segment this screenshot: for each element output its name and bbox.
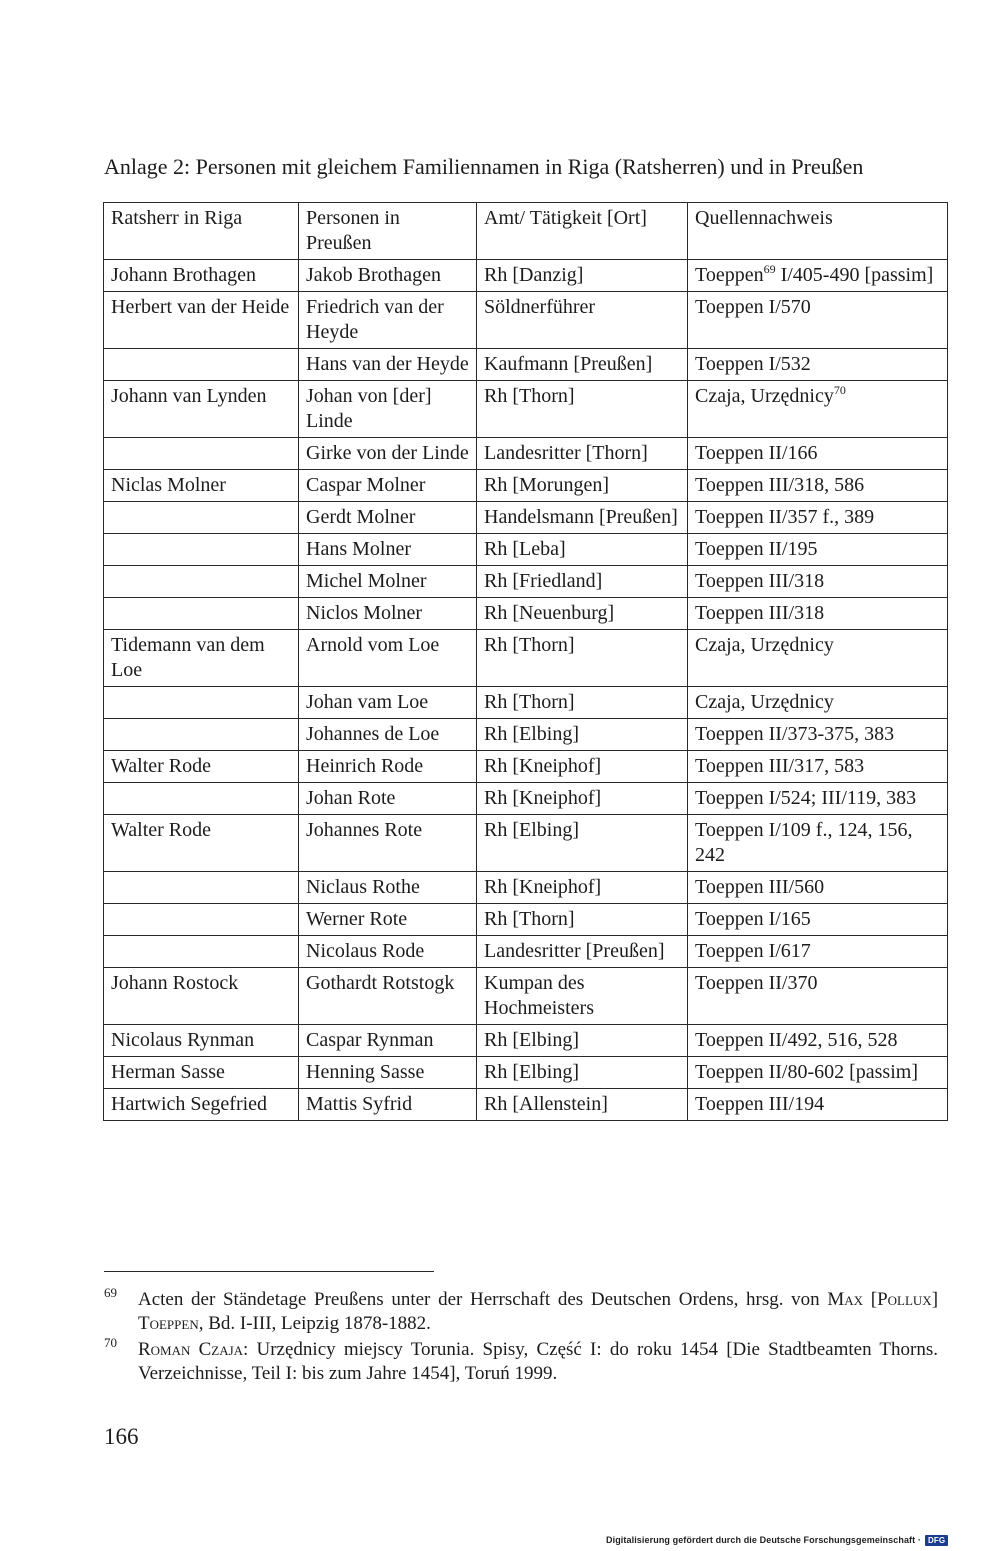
table-row <box>104 687 948 719</box>
table-row <box>104 904 948 936</box>
cell-person: Heinrich Rode <box>299 751 477 783</box>
cell-ratsherr <box>104 719 299 751</box>
cell-quelle: Toeppen II/370 <box>688 968 948 1025</box>
table-row <box>104 872 948 904</box>
cell-person: Mattis Syfrid <box>299 1089 477 1121</box>
cell-ratsherr <box>104 904 299 936</box>
footnote-text: Acten der Ständetage Preußens unter der Herrschaft des Deutschen Ordens, hrsg. von Max [Pollux] Toeppen, Bd. I-III, Leipzig 1878-1882. <box>138 1289 939 1334</box>
cell-amt: Rh [Thorn] <box>477 904 688 936</box>
table-caption: Anlage 2: Personen mit gleichem Familiennamen in Riga (Ratsherren) und in Preußen <box>104 154 864 179</box>
cell-person: Friedrich van der Heyde <box>299 292 477 349</box>
column-header-ratsherr: Ratsherr in Riga <box>104 203 299 260</box>
cell-quelle: Toeppen I/109 f., 124, 156, 242 <box>688 815 948 872</box>
cell-ratsherr: Tidemann van dem Loe <box>104 630 299 687</box>
table-row <box>104 292 948 349</box>
column-header-personen: Personen in Preußen <box>299 203 477 260</box>
cell-ratsherr: Johann Rostock <box>104 968 299 1025</box>
cell-quelle: Toeppen II/166 <box>688 438 948 470</box>
table-row <box>104 534 948 566</box>
cell-quelle: Toeppen I/524; III/119, 383 <box>688 783 948 815</box>
cell-ratsherr <box>104 534 299 566</box>
table-row <box>104 936 948 968</box>
cell-amt: Landesritter [Preußen] <box>477 936 688 968</box>
cell-quelle: Toeppen II/373-375, 383 <box>688 719 948 751</box>
table-row <box>104 1089 948 1121</box>
cell-person: Hans van der Heyde <box>299 349 477 381</box>
cell-ratsherr <box>104 349 299 381</box>
footnote-separator <box>104 1271 434 1272</box>
cell-quelle: Toeppen III/194 <box>688 1089 948 1121</box>
footnote-number: 69 <box>104 1285 117 1300</box>
table-row <box>104 566 948 598</box>
cell-quelle: Czaja, Urzędnicy$^{70}$ <box>688 381 948 438</box>
table-row <box>104 349 948 381</box>
cell-amt: Rh [Friedland] <box>477 566 688 598</box>
cell-ratsherr: Walter Rode <box>104 815 299 872</box>
cell-person: Nicolaus Rode <box>299 936 477 968</box>
cell-quelle: Czaja, Urzędnicy <box>688 630 948 687</box>
cell-amt: Rh [Kneiphof] <box>477 783 688 815</box>
cell-quelle: Toeppen$^{69}$ I/405-490 [passim] <box>688 260 948 292</box>
table-row <box>104 815 948 872</box>
cell-ratsherr: Herman Sasse <box>104 1057 299 1089</box>
cell-amt: Rh [Thorn] <box>477 630 688 687</box>
cell-amt: Kaufmann [Preußen] <box>477 349 688 381</box>
cell-person: Gothardt Rotstogk <box>299 968 477 1025</box>
footnote-text: Roman Czaja: Urzędnicy miejscy Torunia. Spisy, Część I: do roku 1454 [Die Stadtbeamten Thorns. Verzeichnisse, Teil I: bis zum Jahre 1454], Toruń 1999. <box>138 1339 938 1384</box>
cell-amt: Rh [Danzig] <box>477 260 688 292</box>
cell-quelle: Toeppen I/617 <box>688 936 948 968</box>
cell-quelle: Toeppen I/165 <box>688 904 948 936</box>
cell-ratsherr <box>104 502 299 534</box>
footnote-ref: 70 <box>833 383 846 397</box>
cell-ratsherr: Niclas Molner <box>104 470 299 502</box>
column-header-quelle: Quellennachweis <box>688 203 948 260</box>
cell-person: Johan Rote <box>299 783 477 815</box>
cell-ratsherr <box>104 936 299 968</box>
cell-person: Johan vam Loe <box>299 687 477 719</box>
cell-ratsherr <box>104 598 299 630</box>
cell-ratsherr: Hartwich Segefried <box>104 1089 299 1121</box>
persons-table <box>103 202 948 1121</box>
cell-quelle: Toeppen III/318 <box>688 566 948 598</box>
table-row <box>104 470 948 502</box>
table-row <box>104 1025 948 1057</box>
cell-quelle: Toeppen III/560 <box>688 872 948 904</box>
table-row <box>104 719 948 751</box>
cell-amt: Handelsmann [Preußen] <box>477 502 688 534</box>
cell-person: Johannes de Loe <box>299 719 477 751</box>
page-number: 166 <box>104 1424 139 1449</box>
footnote-ref: 69 <box>763 262 776 276</box>
table-row <box>104 598 948 630</box>
table-row <box>104 260 948 292</box>
table-row <box>104 783 948 815</box>
cell-person: Michel Molner <box>299 566 477 598</box>
cell-amt: Kumpan des Hochmeisters <box>477 968 688 1025</box>
cell-amt: Rh [Leba] <box>477 534 688 566</box>
cell-person: Gerdt Molner <box>299 502 477 534</box>
dfg-logo-icon: DFG <box>925 1535 948 1546</box>
cell-amt: Rh [Allenstein] <box>477 1089 688 1121</box>
table-row <box>104 1057 948 1089</box>
cell-person: Niclos Molner <box>299 598 477 630</box>
cell-ratsherr <box>104 872 299 904</box>
cell-person: Jakob Brothagen <box>299 260 477 292</box>
cell-amt: Rh [Neuenburg] <box>477 598 688 630</box>
cell-amt: Rh [Kneiphof] <box>477 872 688 904</box>
table-header-row <box>104 203 948 260</box>
dfg-credit-footer <box>606 1535 948 1546</box>
cell-ratsherr <box>104 783 299 815</box>
cell-person: Niclaus Rothe <box>299 872 477 904</box>
footnote-number: 70 <box>104 1335 117 1350</box>
cell-person: Johan von [der] Linde <box>299 381 477 438</box>
cell-amt: Rh [Morungen] <box>477 470 688 502</box>
table-row <box>104 751 948 783</box>
cell-quelle: Toeppen III/317, 583 <box>688 751 948 783</box>
cell-quelle: Toeppen I/532 <box>688 349 948 381</box>
cell-amt: Rh [Elbing] <box>477 815 688 872</box>
cell-person: Caspar Molner <box>299 470 477 502</box>
dfg-credit-text: Digitalisierung gefördert durch die Deutsche Forschungsgemeinschaft · <box>606 1535 921 1545</box>
cell-person: Henning Sasse <box>299 1057 477 1089</box>
cell-person: Werner Rote <box>299 904 477 936</box>
cell-quelle: Toeppen II/357 f., 389 <box>688 502 948 534</box>
cell-person: Johannes Rote <box>299 815 477 872</box>
cell-ratsherr <box>104 438 299 470</box>
cell-person: Arnold vom Loe <box>299 630 477 687</box>
cell-amt: Rh [Elbing] <box>477 1057 688 1089</box>
cell-person: Girke von der Linde <box>299 438 477 470</box>
cell-amt: Rh [Elbing] <box>477 1025 688 1057</box>
table-row <box>104 630 948 687</box>
cell-amt: Rh [Kneiphof] <box>477 751 688 783</box>
cell-amt: Landesritter [Thorn] <box>477 438 688 470</box>
cell-ratsherr: Nicolaus Rynman <box>104 1025 299 1057</box>
cell-person: Hans Molner <box>299 534 477 566</box>
cell-ratsherr <box>104 687 299 719</box>
cell-quelle: Toeppen II/80-602 [passim] <box>688 1057 948 1089</box>
cell-ratsherr: Herbert van der Heide <box>104 292 299 349</box>
cell-quelle: Toeppen II/492, 516, 528 <box>688 1025 948 1057</box>
table-row <box>104 968 948 1025</box>
table-row <box>104 502 948 534</box>
cell-ratsherr: Johann van Lynden <box>104 381 299 438</box>
cell-quelle: Toeppen II/195 <box>688 534 948 566</box>
cell-quelle: Toeppen III/318, 586 <box>688 470 948 502</box>
table-row <box>104 381 948 438</box>
cell-person: Caspar Rynman <box>299 1025 477 1057</box>
cell-quelle: Toeppen III/318 <box>688 598 948 630</box>
cell-amt: Rh [Elbing] <box>477 719 688 751</box>
table-body <box>104 260 948 1121</box>
cell-ratsherr: Walter Rode <box>104 751 299 783</box>
cell-amt: Rh [Thorn] <box>477 687 688 719</box>
cell-ratsherr <box>104 566 299 598</box>
column-header-amt: Amt/ Tätigkeit [Ort] <box>477 203 688 260</box>
cell-ratsherr: Johann Brothagen <box>104 260 299 292</box>
cell-amt: Söldnerführer <box>477 292 688 349</box>
cell-amt: Rh [Thorn] <box>477 381 688 438</box>
footnote-69 <box>104 1285 939 1336</box>
cell-quelle: Czaja, Urzędnicy <box>688 687 948 719</box>
footnote-70 <box>104 1335 938 1386</box>
cell-quelle: Toeppen I/570 <box>688 292 948 349</box>
table-row <box>104 438 948 470</box>
